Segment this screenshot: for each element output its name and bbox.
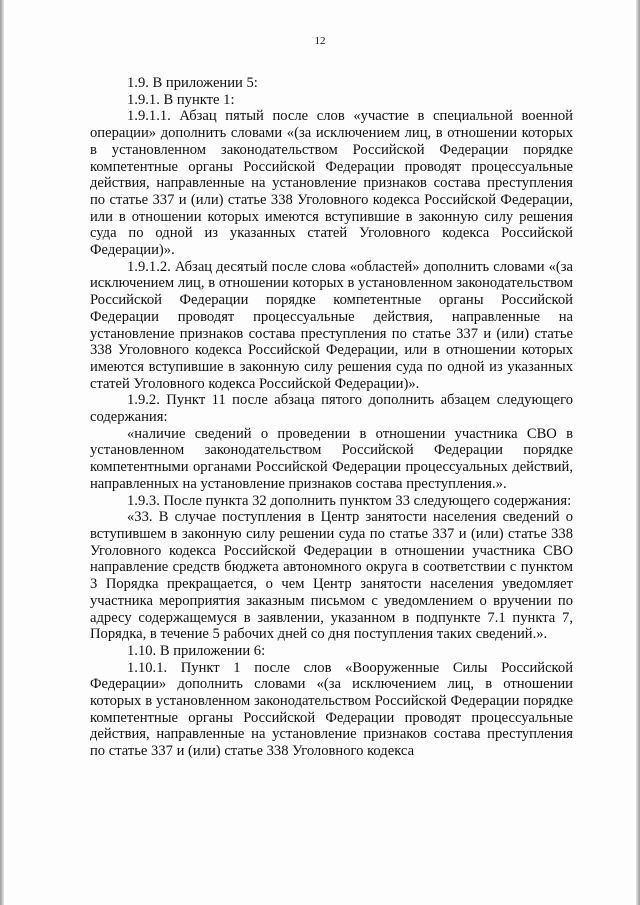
- paragraph-1-10: 1.10. В приложении 6:: [127, 642, 266, 659]
- scan-edge-left: [0, 0, 4, 905]
- paragraph-quote-33: «33. В случае поступления в Центр занятости населения сведений о вступившем в законную силу решении суда по статье 337 и (или) статье 338 Уголовного кодекса Российской Федерации в отношении участника СВО направление средств бюджета автономного округа в соответствии с пунктом 3 Порядка прекращается, о чем Центр занятости населения уведомляет участника мероприятия заказным письмом с уведомлением о вручении по адресу содержащемуся в заявлении, указанном в подпункте 7.1 пункта 7, Порядка, в течение 5 рабочих дней со дня поступления таких сведений.».: [90, 509, 573, 643]
- paragraph-quote-svo: «наличие сведений о проведении в отношении участника СВО в установленном законодательством Российской Федерации порядке компетентными органами Российской Федерации процессуальных действий, направленных на установление признаков состава преступления.».: [90, 425, 573, 492]
- paragraph-1-9: 1.9. В приложении 5:: [127, 75, 258, 91]
- paragraph-1-10-1: 1.10.1. Пункт 1 после слов «Вооруженные Силы Российской Федерации» дополнить словами «(за исключением лиц, в отношении которых в установленном законодательством Российской Федерации порядке компетентные органы Российской Федерации проводят процессуальные действия, направленные на установление признаков состава преступления по статье 337 и (или) статье 338 Уголовного кодекса: [90, 659, 573, 760]
- paragraph-1-9-2: 1.9.2. Пункт 11 после абзаца пятого дополнить абзацем следующего содержания:: [90, 392, 573, 426]
- paragraph-1-9-1: 1.9.1. В пункте 1:: [127, 91, 235, 108]
- page-number: 12: [314, 35, 326, 47]
- document-body: [90, 75, 573, 760]
- paragraph-1-9-3: 1.9.3. После пункта 32 дополнить пунктом 33 следующего содержания:: [127, 492, 572, 509]
- paragraph-1-9-1-2: 1.9.1.2. Абзац десятый после слова «областей» дополнить словами «(за исключением лиц, в отношении которых в установленном законодательством Российской Федерации порядке компетентные органы Российской Федерации проводят процессуальные действия, направленные на установление признаков состава преступления по статье 337 и (или) статье 338 Уголовного кодекса Российской Федерации, или в отношении которых имеются вступившие в законную силу решения суда по одной из указанных статей Уголовного кодекса Российской Федерации)».: [90, 258, 573, 392]
- paragraph-1-9-1-1: 1.9.1.1. Абзац пятый после слов «участие в специальной военной операции» дополнить словами «(за исключением лиц, в отношении которых в установленном законодательством Российской Федерации порядке компетентные органы Российской Федерации проводят процессуальные действия, направленные на установление признаков состава преступления по статье 337 и (или) статье 338 Уголовного кодекса Российской Федерации, или в отношении которых имеются вступившие в законную силу решения суда по одной из указанных статей Уголовного кодекса Российской Федерации)».: [90, 108, 573, 259]
- scan-edge-right: [636, 0, 640, 905]
